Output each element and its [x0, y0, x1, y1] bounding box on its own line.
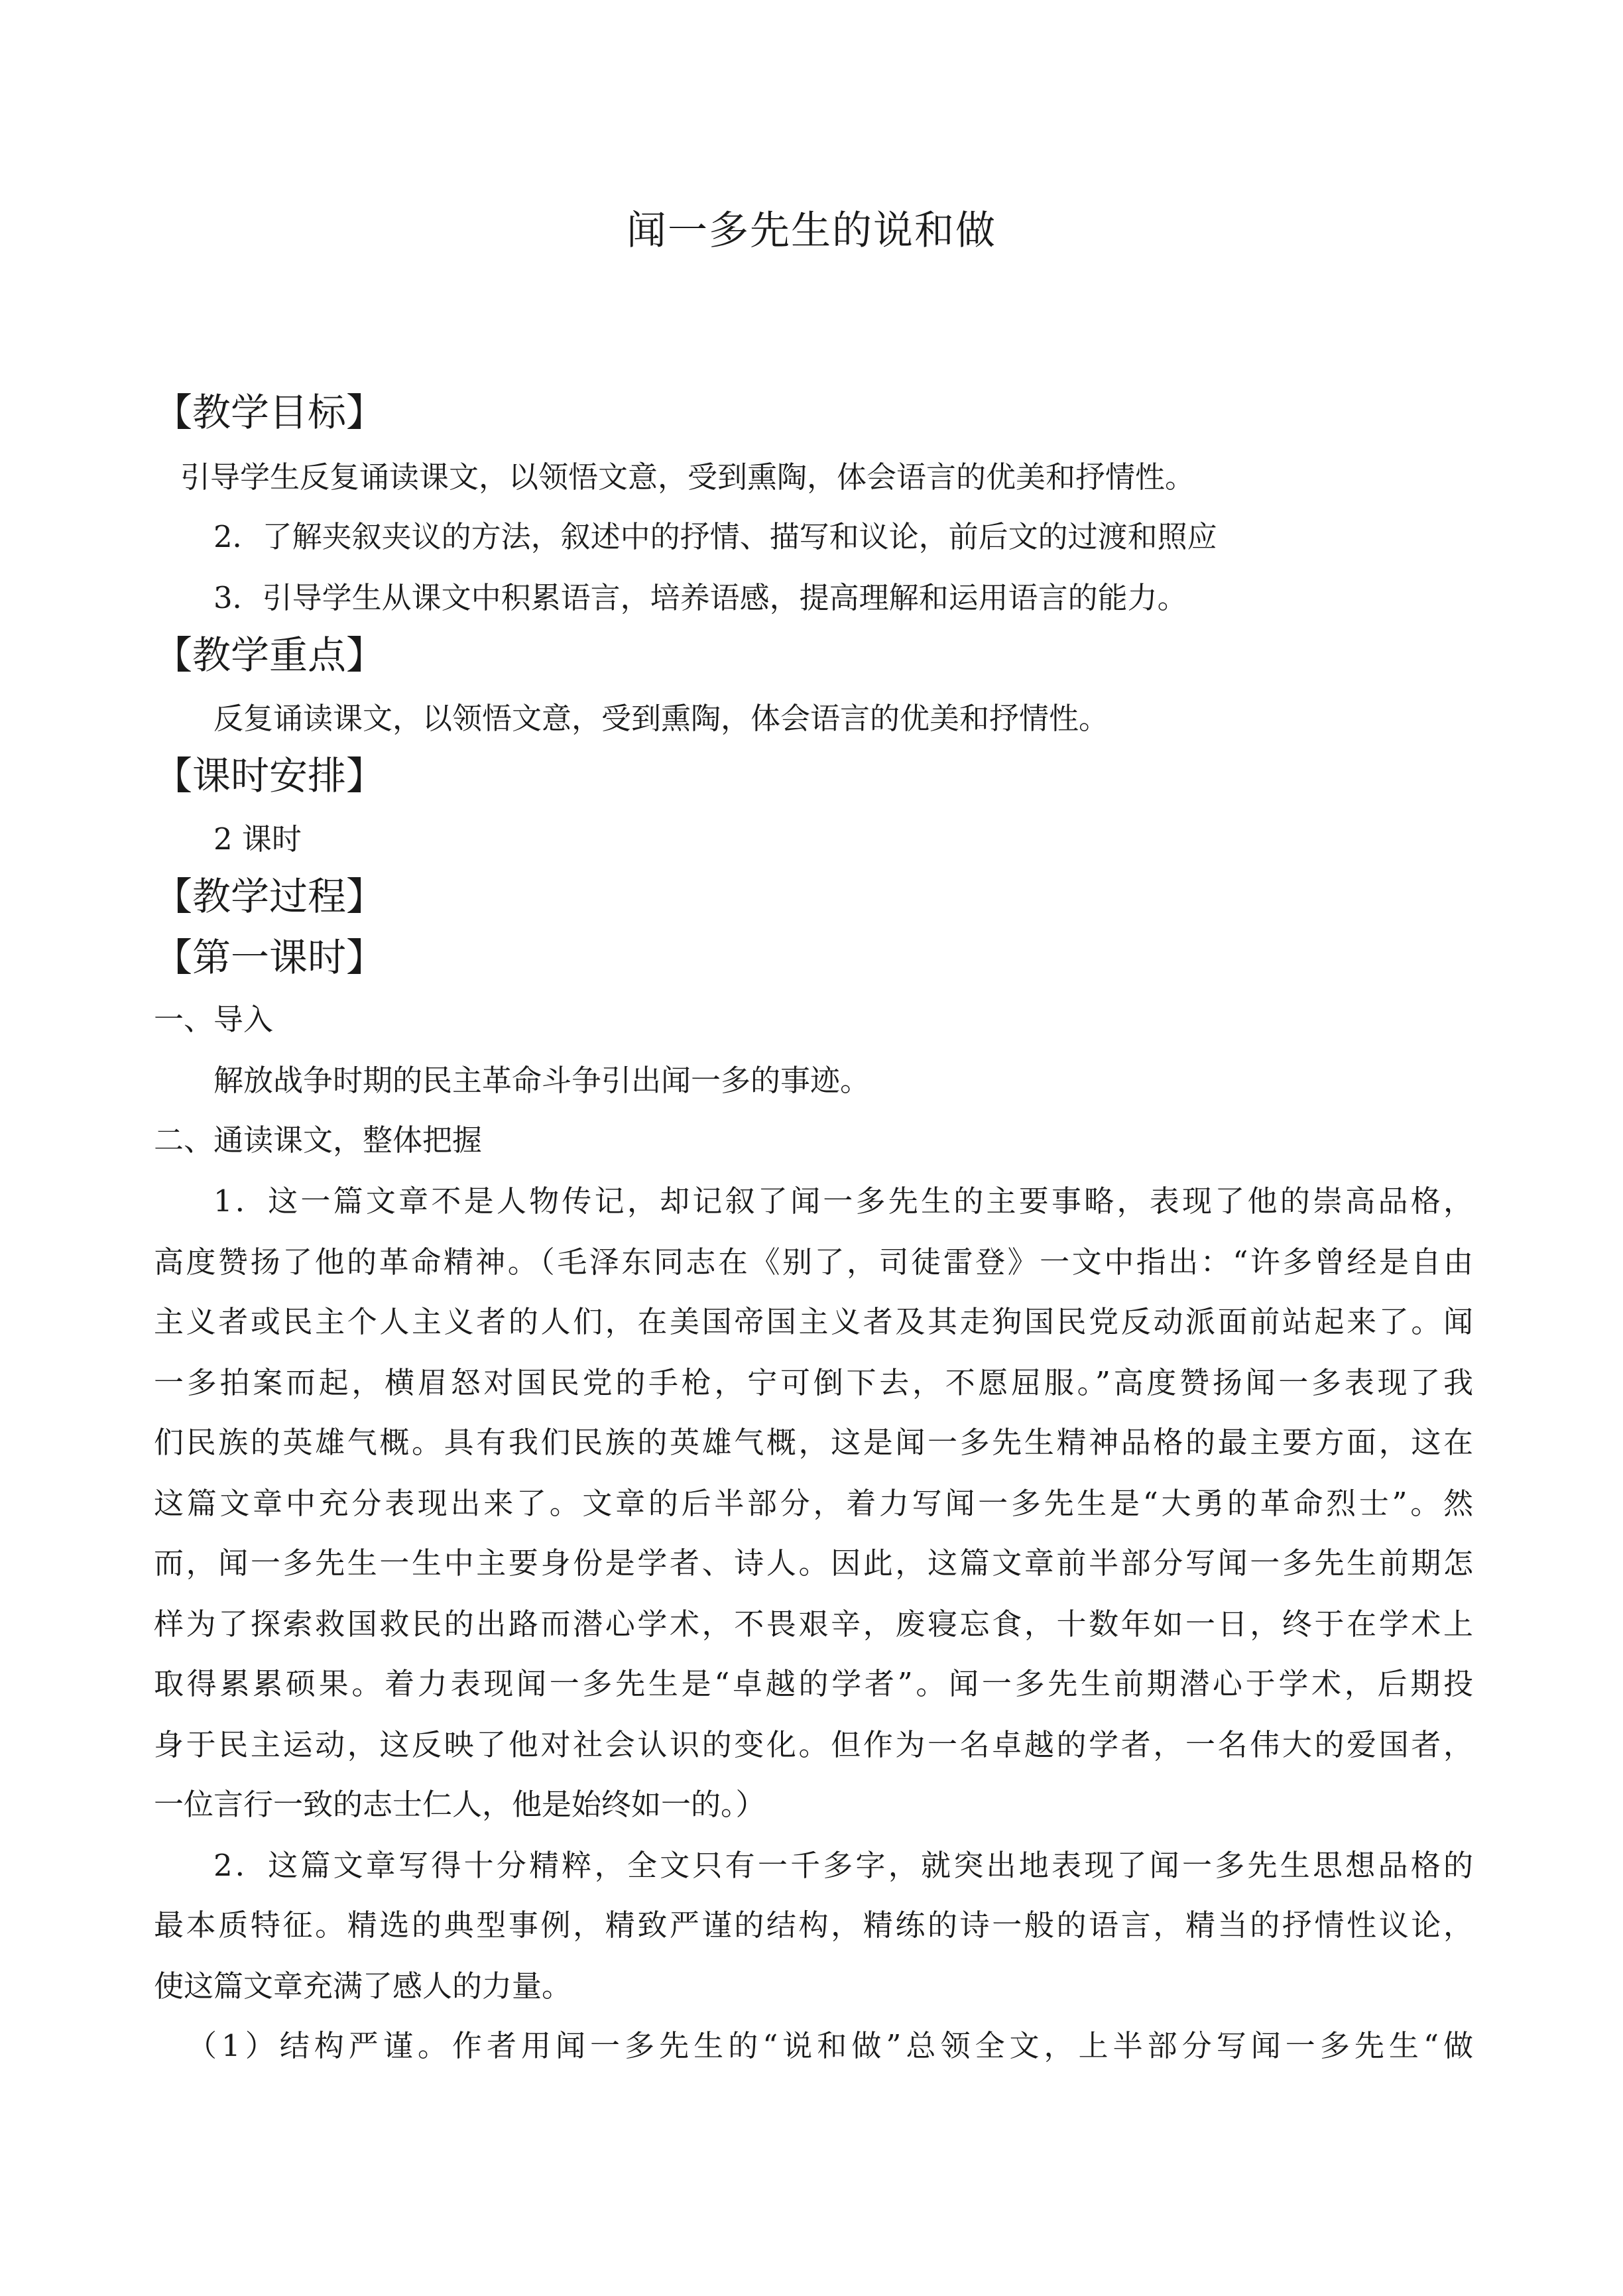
paragraph-1-line: 主义者或民主个人主义者的人们，在美国帝国主义者及其走狗国民党反动派面前站起来了。闻 [154, 1304, 1473, 1339]
part2-title: 二、通读课文，整体把握 [154, 1122, 483, 1158]
paragraph-2-line: 最本质特征。精选的典型事例，精致严谨的结构，精练的诗一般的语言，精当的抒情性议论， [154, 1907, 1473, 1943]
key-points-heading: 【教学重点】 [154, 633, 385, 678]
key-points-text: 反复诵读课文，以领悟文意，受到熏陶，体会语言的优美和抒情性。 [213, 701, 1109, 736]
objective-item-1: 引导学生反复诵读课文，以领悟文意，受到熏陶，体会语言的优美和抒情性。 [180, 459, 1195, 495]
objectives-heading: 【教学目标】 [154, 390, 385, 435]
paragraph-2-line: 使这篇文章充满了感人的力量。 [154, 1968, 572, 2004]
paragraph-1-line: 一位言行一致的志士仁人，他是始终如一的。） [154, 1787, 766, 1822]
schedule-text: 2 课时 [213, 821, 302, 857]
paragraph-1-line: 1．这一篇文章不是人物传记，却记叙了闻一多先生的主要事略，表现了他的崇高品格， [213, 1183, 1473, 1219]
document-title: 闻一多先生的说和做 [627, 208, 996, 254]
paragraph-1-line: 身于民主运动，这反映了他对社会认识的变化。但作为一名卓越的学者，一名伟大的爱国者， [154, 1727, 1473, 1762]
paragraph-2-line: 2．这篇文章写得十分精粹，全文只有一千多字，就突出地表现了闻一多先生思想品格的 [213, 1848, 1473, 1883]
paragraph-1-line: 样为了探索救国救民的出路而潜心学术，不畏艰辛，废寝忘食，十数年如一日，终于在学术上 [154, 1606, 1473, 1642]
objective-item-3: 3．引导学生从课文中积累语言，培养语感，提高理解和运用语言的能力。 [213, 580, 1187, 615]
objective-item-2: 2．了解夹叙夹议的方法，叙述中的抒情、描写和议论，前后文的过渡和照应 [213, 519, 1217, 554]
schedule-heading: 【课时安排】 [154, 753, 385, 798]
paragraph-1-line: 高度赞扬了他的革命精神。（毛泽东同志在《别了，司徒雷登》一文中指出：“许多曾经是自由 [154, 1244, 1473, 1280]
lesson-one-heading: 【第一课时】 [154, 935, 385, 980]
paragraph-3-line: （1）结构严谨。作者用闻一多先生的“说和做”总领全文，上半部分写闻一多先生“做 [187, 2028, 1473, 2063]
part1-text: 解放战争时期的民主革命斗争引出闻一多的事迹。 [213, 1063, 871, 1098]
paragraph-1-line: 取得累累硕果。着力表现闻一多先生是“卓越的学者”。闻一多先生前期潜心于学术，后期投 [154, 1666, 1473, 1701]
paragraph-1-line: 而，闻一多先生一生中主要身份是学者、诗人。因此，这篇文章前半部分写闻一多先生前期怎 [154, 1545, 1473, 1581]
paragraph-1-line: 们民族的英雄气概。具有我们民族的英雄气概，这是闻一多先生精神品格的最主要方面，这在 [154, 1425, 1473, 1460]
paragraph-1-line: 一多拍案而起，横眉怒对国民党的手枪，宁可倒下去，不愿屈服。”高度赞扬闻一多表现了我 [154, 1365, 1473, 1400]
paragraph-1-line: 这篇文章中充分表现出来了。文章的后半部分，着力写闻一多先生是“大勇的革命烈士”。然 [154, 1486, 1473, 1521]
part1-title: 一、导入 [154, 1002, 274, 1037]
process-heading: 【教学过程】 [154, 874, 385, 919]
